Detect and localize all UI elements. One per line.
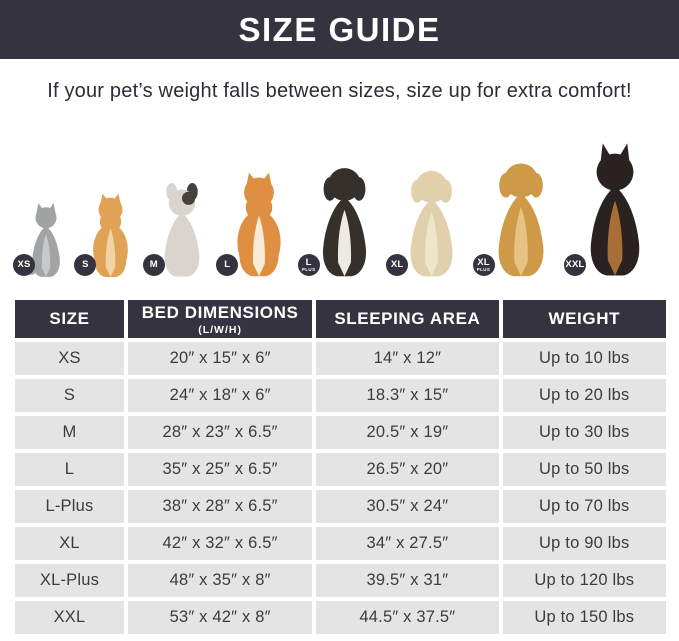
pet-cat [17,201,70,279]
table-cell: 35″ x 25″ x 6.5″ [128,453,312,486]
size-label-cell: XXL [15,601,124,634]
table-cell: 28″ x 23″ x 6.5″ [128,416,312,449]
table-cell: 48″ x 35″ x 8″ [128,564,312,597]
table-cell: Up to 150 lbs [503,601,666,634]
table-cell: 18.3″ x 15″ [316,379,498,412]
table-cell: 53″ x 42″ x 8″ [128,601,312,634]
table-cell: 34″ x 27.5″ [316,527,498,560]
table-cell: Up to 70 lbs [503,490,666,523]
size-table [15,300,666,634]
table-cell: 20″ x 15″ x 6″ [128,342,312,375]
pet-size-lineup [14,129,665,279]
pet-pomeranian [83,191,138,279]
table-cell: Up to 90 lbs [503,527,666,560]
size-label-cell: L-Plus [15,490,124,523]
table-cell: 24″ x 18″ x 6″ [128,379,312,412]
size-guide-header [0,0,679,59]
size-label-cell: XL-Plus [15,564,124,597]
table-cell: Up to 20 lbs [503,379,666,412]
size-badge-doberman: XXL [564,254,586,276]
table-cell: 26.5″ x 20″ [316,453,498,486]
table-cell: Up to 30 lbs [503,416,666,449]
doberman-illustration [573,143,657,279]
table-cell: 38″ x 28″ x 6.5″ [128,490,312,523]
pet-shiba-inu [225,169,293,279]
header-cell-weight: WEIGHT [503,300,666,338]
size-badge-labrador: XL [386,254,408,276]
table-cell: 42″ x 32″ x 6.5″ [128,527,312,560]
table-cell: 39.5″ x 31″ [316,564,498,597]
header-cell-sleeping-area: SLEEPING AREA [316,300,498,338]
header-cell-bed-dimensions: BED DIMENSIONS (L/W/H) [128,300,312,338]
size-badge-golden-retriever: XL PLUS [473,254,495,276]
size-badge-shiba-inu: L [216,254,238,276]
size-label-cell: XS [15,342,124,375]
page-title: SIZE GUIDE [238,10,441,48]
size-label-cell: L [15,453,124,486]
table-cell: 20.5″ x 19″ [316,416,498,449]
size-badge-french-bulldog: M [143,254,165,276]
size-label-cell: S [15,379,124,412]
pet-border-collie [301,159,382,279]
pet-golden-retriever [476,154,560,279]
pet-doberman [565,143,657,279]
size-badge-border-collie: L PLUS [298,254,320,276]
subtitle: If your pet’s weight falls between sizes, size up for extra comfort! [47,80,632,102]
table-cell: Up to 120 lbs [503,564,666,597]
table-cell: Up to 50 lbs [503,453,666,486]
table-cell: 44.5″ x 37.5″ [316,601,498,634]
pet-labrador [390,162,468,279]
table-cell: 14″ x 12″ [316,342,498,375]
size-label-cell: XL [15,527,124,560]
pet-french-bulldog [149,182,212,279]
table-cell: 30.5″ x 24″ [316,490,498,523]
size-badge-cat: XS [13,254,35,276]
size-badge-pomeranian: S [74,254,96,276]
header-cell-size: SIZE [15,300,124,338]
table-cell: Up to 10 lbs [503,342,666,375]
size-label-cell: M [15,416,124,449]
